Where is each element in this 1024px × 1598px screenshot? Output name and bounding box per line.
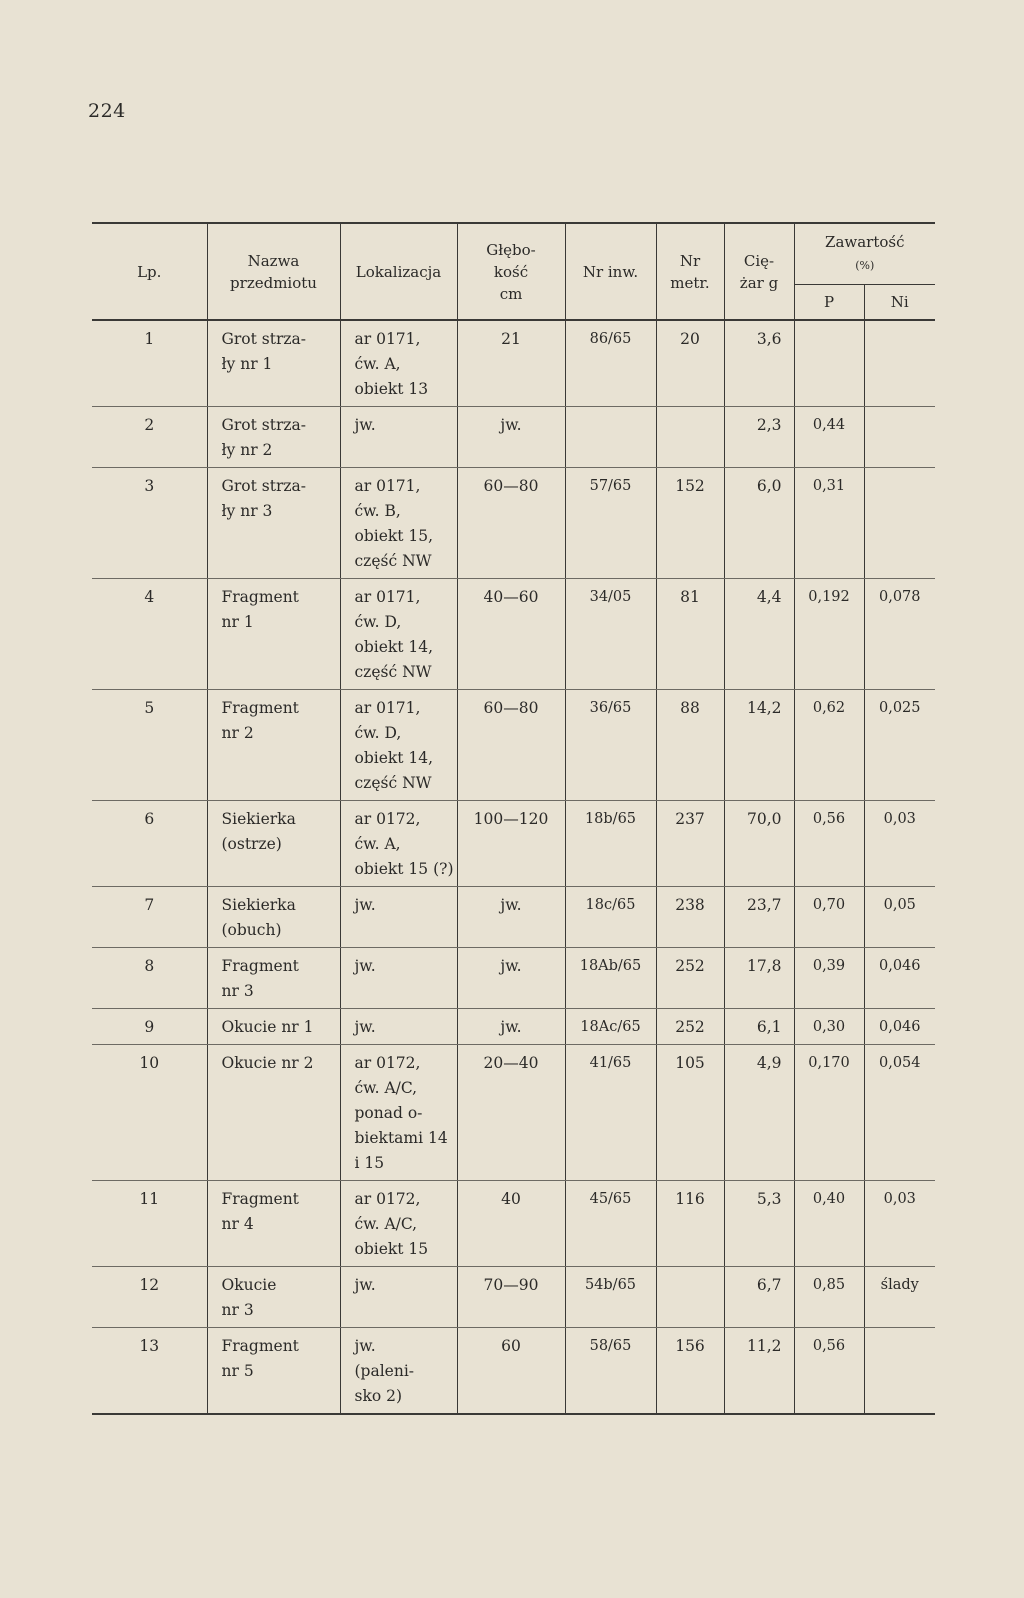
cell-p: 0,170 — [794, 1045, 864, 1181]
cell-ni: 0,078 — [864, 579, 935, 690]
cell-p: 0,39 — [794, 948, 864, 1009]
cell-lokalizacja: ar 0172, ćw. A/C, ponad o- biektami 14 i 15 — [340, 1045, 457, 1181]
cell-nazwa: Okucie nr 3 — [207, 1267, 340, 1328]
cell-nazwa: Fragment nr 2 — [207, 690, 340, 801]
cell-lp: 10 — [92, 1045, 207, 1181]
cell-glebokosc: 40—60 — [457, 579, 565, 690]
cell-lp: 6 — [92, 801, 207, 887]
cell-glebokosc: 40 — [457, 1181, 565, 1267]
table-body — [92, 320, 935, 1414]
cell-p: 0,192 — [794, 579, 864, 690]
cell-nr-inw: 18c/65 — [565, 887, 656, 948]
cell-nr-inw: 36/65 — [565, 690, 656, 801]
header-lokalizacja: Lokalizacja — [340, 223, 457, 320]
header-nr-metr: Nr metr. — [656, 223, 724, 320]
header-ni: Ni — [864, 285, 935, 321]
cell-nr-inw: 45/65 — [565, 1181, 656, 1267]
cell-nr-inw — [565, 407, 656, 468]
cell-nr-metr: 238 — [656, 887, 724, 948]
cell-ni — [864, 320, 935, 407]
table-row — [92, 1181, 935, 1267]
cell-p: 0,85 — [794, 1267, 864, 1328]
table-row — [92, 1045, 935, 1181]
cell-ni: 0,05 — [864, 887, 935, 948]
table-row — [92, 887, 935, 948]
cell-nr-inw: 41/65 — [565, 1045, 656, 1181]
cell-lp: 5 — [92, 690, 207, 801]
cell-ciezar: 6,7 — [724, 1267, 794, 1328]
table-row — [92, 948, 935, 1009]
cell-ni: 0,046 — [864, 948, 935, 1009]
cell-p: 0,40 — [794, 1181, 864, 1267]
page-number: 224 — [88, 100, 126, 122]
cell-nr-metr: 156 — [656, 1328, 724, 1415]
cell-nazwa: Grot strza- ły nr 3 — [207, 468, 340, 579]
cell-lp: 4 — [92, 579, 207, 690]
cell-lokalizacja: jw. — [340, 1267, 457, 1328]
cell-glebokosc: 20—40 — [457, 1045, 565, 1181]
cell-ciezar: 6,1 — [724, 1009, 794, 1045]
cell-ciezar: 6,0 — [724, 468, 794, 579]
table-row — [92, 579, 935, 690]
cell-ni: 0,054 — [864, 1045, 935, 1181]
cell-lokalizacja: ar 0172, ćw. A/C, obiekt 15 — [340, 1181, 457, 1267]
cell-p: 0,44 — [794, 407, 864, 468]
cell-lokalizacja: ar 0171, ćw. B, obiekt 15, część NW — [340, 468, 457, 579]
header-lp: Lp. — [92, 223, 207, 320]
cell-nr-metr: 20 — [656, 320, 724, 407]
cell-lokalizacja: ar 0171, ćw. D, obiekt 14, część NW — [340, 690, 457, 801]
header-zawartosc — [794, 223, 935, 285]
cell-nazwa: Grot strza- ły nr 2 — [207, 407, 340, 468]
cell-ciezar: 4,4 — [724, 579, 794, 690]
cell-nr-inw: 34/05 — [565, 579, 656, 690]
cell-ciezar: 3,6 — [724, 320, 794, 407]
cell-nr-metr: 152 — [656, 468, 724, 579]
cell-ciezar: 17,8 — [724, 948, 794, 1009]
cell-lp: 13 — [92, 1328, 207, 1415]
cell-lp: 8 — [92, 948, 207, 1009]
header-ciezar: Cię- żar g — [724, 223, 794, 320]
cell-ciezar: 2,3 — [724, 407, 794, 468]
table-row — [92, 801, 935, 887]
cell-nr-metr: 116 — [656, 1181, 724, 1267]
cell-p: 0,56 — [794, 1328, 864, 1415]
cell-lp: 9 — [92, 1009, 207, 1045]
cell-glebokosc: jw. — [457, 948, 565, 1009]
table-row — [92, 1009, 935, 1045]
header-nazwa: Nazwa przedmiotu — [207, 223, 340, 320]
cell-lp: 1 — [92, 320, 207, 407]
header-zawartosc-unit: (%) — [855, 259, 875, 272]
table-row — [92, 320, 935, 407]
cell-nr-metr: 237 — [656, 801, 724, 887]
cell-nazwa: Fragment nr 5 — [207, 1328, 340, 1415]
cell-nazwa: Siekierka (obuch) — [207, 887, 340, 948]
cell-glebokosc: 21 — [457, 320, 565, 407]
cell-p: 0,62 — [794, 690, 864, 801]
cell-glebokosc: jw. — [457, 887, 565, 948]
cell-lokalizacja: jw. (paleni- sko 2) — [340, 1328, 457, 1415]
cell-ciezar: 11,2 — [724, 1328, 794, 1415]
cell-p: 0,31 — [794, 468, 864, 579]
cell-nr-inw: 57/65 — [565, 468, 656, 579]
cell-p: 0,30 — [794, 1009, 864, 1045]
cell-lp: 7 — [92, 887, 207, 948]
cell-ni: ślady — [864, 1267, 935, 1328]
cell-glebokosc: 70—90 — [457, 1267, 565, 1328]
header-p: P — [794, 285, 864, 321]
cell-glebokosc: 60—80 — [457, 690, 565, 801]
cell-lokalizacja: jw. — [340, 887, 457, 948]
cell-ciezar: 14,2 — [724, 690, 794, 801]
cell-nazwa: Grot strza- ły nr 1 — [207, 320, 340, 407]
artifact-table — [92, 222, 935, 1415]
cell-nr-metr: 105 — [656, 1045, 724, 1181]
cell-ni — [864, 407, 935, 468]
cell-ni: 0,025 — [864, 690, 935, 801]
cell-ni: 0,03 — [864, 1181, 935, 1267]
cell-nr-metr: 88 — [656, 690, 724, 801]
cell-glebokosc: 60—80 — [457, 468, 565, 579]
table-row — [92, 468, 935, 579]
cell-glebokosc: 100—120 — [457, 801, 565, 887]
cell-lokalizacja: ar 0171, ćw. D, obiekt 14, część NW — [340, 579, 457, 690]
cell-p: 0,56 — [794, 801, 864, 887]
header-glebokosc: Głębo- kość cm — [457, 223, 565, 320]
cell-lokalizacja: ar 0172, ćw. A, obiekt 15 (?) — [340, 801, 457, 887]
cell-ciezar: 23,7 — [724, 887, 794, 948]
cell-lp: 3 — [92, 468, 207, 579]
cell-nr-metr — [656, 407, 724, 468]
cell-p — [794, 320, 864, 407]
cell-ni: 0,03 — [864, 801, 935, 887]
cell-nr-metr: 81 — [656, 579, 724, 690]
cell-lp: 2 — [92, 407, 207, 468]
table-row — [92, 690, 935, 801]
cell-ni: 0,046 — [864, 1009, 935, 1045]
table-row — [92, 407, 935, 468]
cell-ciezar: 4,9 — [724, 1045, 794, 1181]
header-zawartosc-label: Zawartość — [825, 233, 905, 251]
cell-ciezar: 5,3 — [724, 1181, 794, 1267]
cell-ni — [864, 1328, 935, 1415]
cell-nr-inw: 54b/65 — [565, 1267, 656, 1328]
cell-nazwa: Fragment nr 1 — [207, 579, 340, 690]
cell-nr-inw: 18Ab/65 — [565, 948, 656, 1009]
cell-nr-metr: 252 — [656, 948, 724, 1009]
table-row — [92, 1328, 935, 1415]
cell-ni — [864, 468, 935, 579]
cell-nr-metr: 252 — [656, 1009, 724, 1045]
cell-nazwa: Siekierka (ostrze) — [207, 801, 340, 887]
cell-glebokosc: jw. — [457, 407, 565, 468]
cell-lokalizacja: jw. — [340, 948, 457, 1009]
cell-lp: 12 — [92, 1267, 207, 1328]
table-row — [92, 1267, 935, 1328]
cell-nazwa: Okucie nr 2 — [207, 1045, 340, 1181]
header-nr-inw: Nr inw. — [565, 223, 656, 320]
cell-nr-inw: 18Ac/65 — [565, 1009, 656, 1045]
cell-nr-inw: 58/65 — [565, 1328, 656, 1415]
cell-lokalizacja: ar 0171, ćw. A, obiekt 13 — [340, 320, 457, 407]
cell-nazwa: Fragment nr 4 — [207, 1181, 340, 1267]
cell-nr-inw: 86/65 — [565, 320, 656, 407]
cell-nr-inw: 18b/65 — [565, 801, 656, 887]
cell-ciezar: 70,0 — [724, 801, 794, 887]
cell-nr-metr — [656, 1267, 724, 1328]
cell-lokalizacja: jw. — [340, 407, 457, 468]
cell-lp: 11 — [92, 1181, 207, 1267]
cell-p: 0,70 — [794, 887, 864, 948]
cell-lokalizacja: jw. — [340, 1009, 457, 1045]
cell-glebokosc: jw. — [457, 1009, 565, 1045]
cell-glebokosc: 60 — [457, 1328, 565, 1415]
cell-nazwa: Okucie nr 1 — [207, 1009, 340, 1045]
cell-nazwa: Fragment nr 3 — [207, 948, 340, 1009]
